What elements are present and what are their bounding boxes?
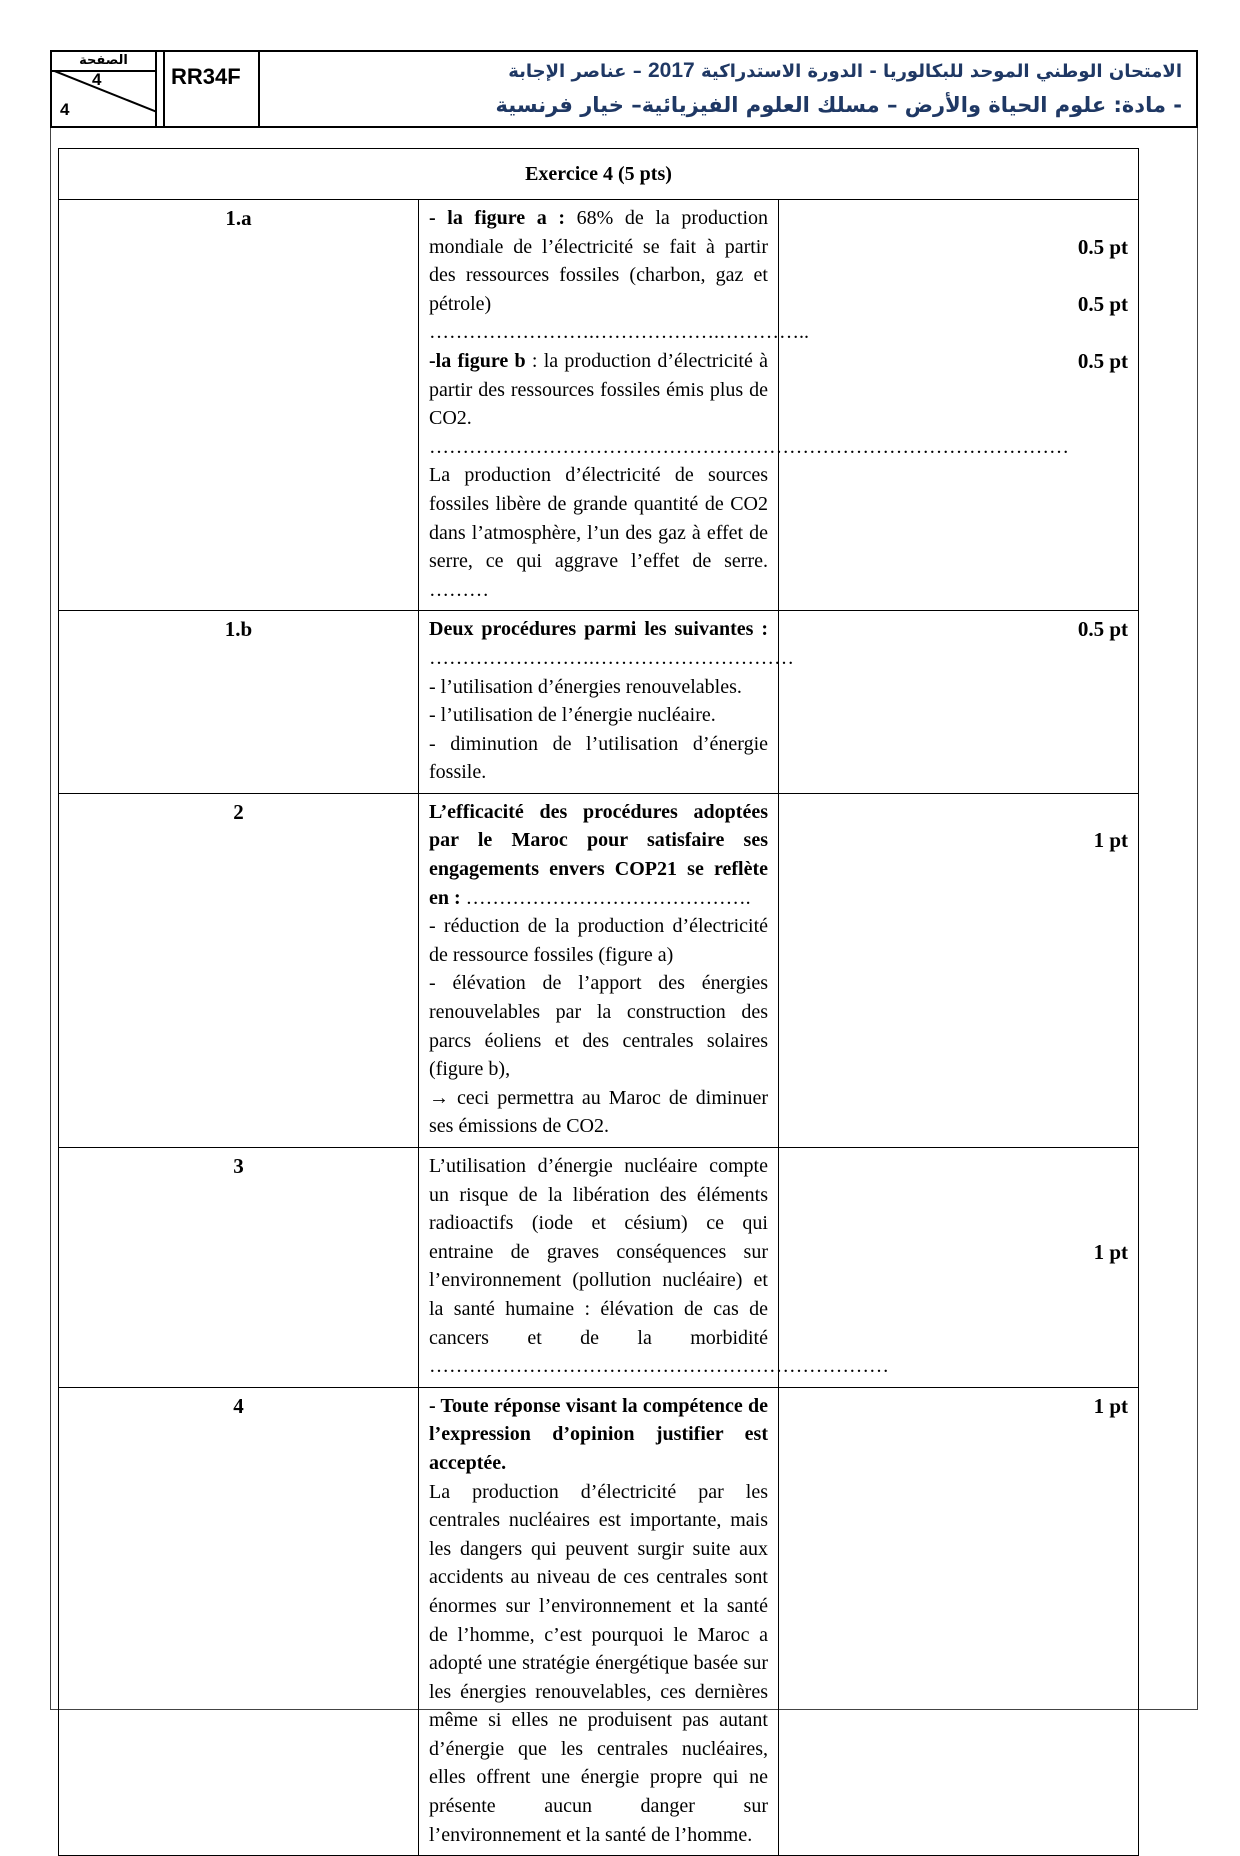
question-number: 3 [59,1148,419,1388]
points-value: 1 pt [1093,1393,1128,1418]
table-row [59,1148,1139,1388]
points-cell [779,611,1139,794]
table-row [59,1387,1139,1856]
question-number: 1.a [59,200,419,611]
table-row [59,793,1139,1147]
points-cell [779,1148,1139,1388]
page-label: الصفحة [79,53,128,68]
exam-header [50,50,1198,128]
answer-line: - la figure a : 68% de la production mondiale de l’électricité se fait à partir des ressources fossiles (charbon, gaz et pétrole) …………………….……………….………….. [429,207,809,344]
answer-cell [419,200,1069,611]
question-number: 1.b [59,611,419,794]
answer-cell: Deux procédures parmi les suivantes : …………………….………………………… - l’utilisation d’énergies renouvelables. - l’utilisation de l’énergie nucléaire. - diminution de l’utilisation d’énergie fossile. [419,611,779,794]
answer-cell: - Toute réponse visant la compétence de l’expression d’opinion justifier est acceptée. La production d’électricité par les centrales nucléaires est importante, mais les dangers qui peuvent surgir suite aux accidents au niveau de ces centrales sont énormes sur l’environnement et la santé de l’homme, c’est pourquoi le Maroc a adopté une stratégie énergétique basée sur les énergies renouvelables, ces dernières même si elles ne produisent pas autant d’énergie que les centrales nucléaires, elles offrent une énergie propre qui ne présente aucun danger sur l’environnement et la santé de l’homme. [419,1387,779,1856]
table-row [59,611,1139,794]
points-cell [779,200,1139,611]
points-value: 1 pt [1093,1239,1128,1264]
question-number: 4 [59,1387,419,1856]
points-cell [779,793,1139,1147]
answer-table [58,148,1139,1856]
answer-cell: L’utilisation d’énergie nucléaire compte un risque de la libération des éléments radioactifs (iode et césium) ce qui entraine de graves conséquences sur l’environnement (pollution nucléaire) et la santé humaine : élévation de cas de cancers et de la morbidité …………………………………………………………… [419,1148,779,1388]
points-value: 1 pt [1093,828,1128,853]
header-title [266,56,1182,123]
exam-code: RR34F [171,64,241,89]
exercise-title-row [59,149,1139,200]
page-current: 4 [92,70,102,89]
header-title-line2: - مادة: علوم الحياة والأرض – مسلك العلوم الفيزيائية– خيار فرنسية [495,93,1182,117]
points-value: 0.5 pt [1077,291,1128,316]
question-number: 2 [59,793,419,1147]
list-item: - élévation de l’apport des énergies renouvelables par la construction des parcs éoliens et des centrales solaires (figure b), [429,972,768,1081]
answer-cell: L’efficacité des procédures adoptées par le Maroc pour satisfaire ses engagements envers COP21 se reflète en : ……………………………………. - réduction de la production d’électricité de ressource fossiles (figure a) - élévation de l’apport des énergies renouvelables par la construction des parcs éoliens et des centrales solaires (figure b), → ceci permettra au Maroc de diminuer ses émissions de CO2. [419,793,779,1147]
exam-code-box [163,52,260,126]
list-item: - diminution de l’utilisation d’énergie fossile. [429,732,768,784]
points-value: 0.5 pt [1077,617,1128,642]
points-value: 0.5 pt [1077,348,1128,373]
page-total: 4 [60,100,70,119]
answer-line: La production d’électricité de sources fossiles libère de grande quantité de CO2 dans l’atmosphère, l’un des gaz à effet de serre, ce qui aggrave l’effet de serre. ……… [429,464,768,601]
list-item: - réduction de la production d’électricité de ressource fossiles (figure a) [429,915,768,966]
list-item: - l’utilisation d’énergies renouvelables. [429,675,742,698]
list-item: → ceci permettra au Maroc de diminuer ses émissions de CO2. [429,1086,768,1138]
points-value: 0.5 pt [1077,234,1128,259]
list-item: - l’utilisation de l’énergie nucléaire. [429,704,716,727]
answer-line: -la figure b : la production d’électricité à partir des ressources fossiles émis plus de CO2. …………………………………………………………………………………… [429,349,1069,458]
page-number-box [52,52,157,126]
header-title-line1: الامتحان الوطني الموحد للبكالوريا - الدورة الاستدراكية 2017 – عناصر الإجابة [508,59,1182,82]
table-row [59,200,1139,611]
points-cell [779,1387,1139,1856]
exercise-title: Exercice 4 (5 pts) [59,149,1139,200]
